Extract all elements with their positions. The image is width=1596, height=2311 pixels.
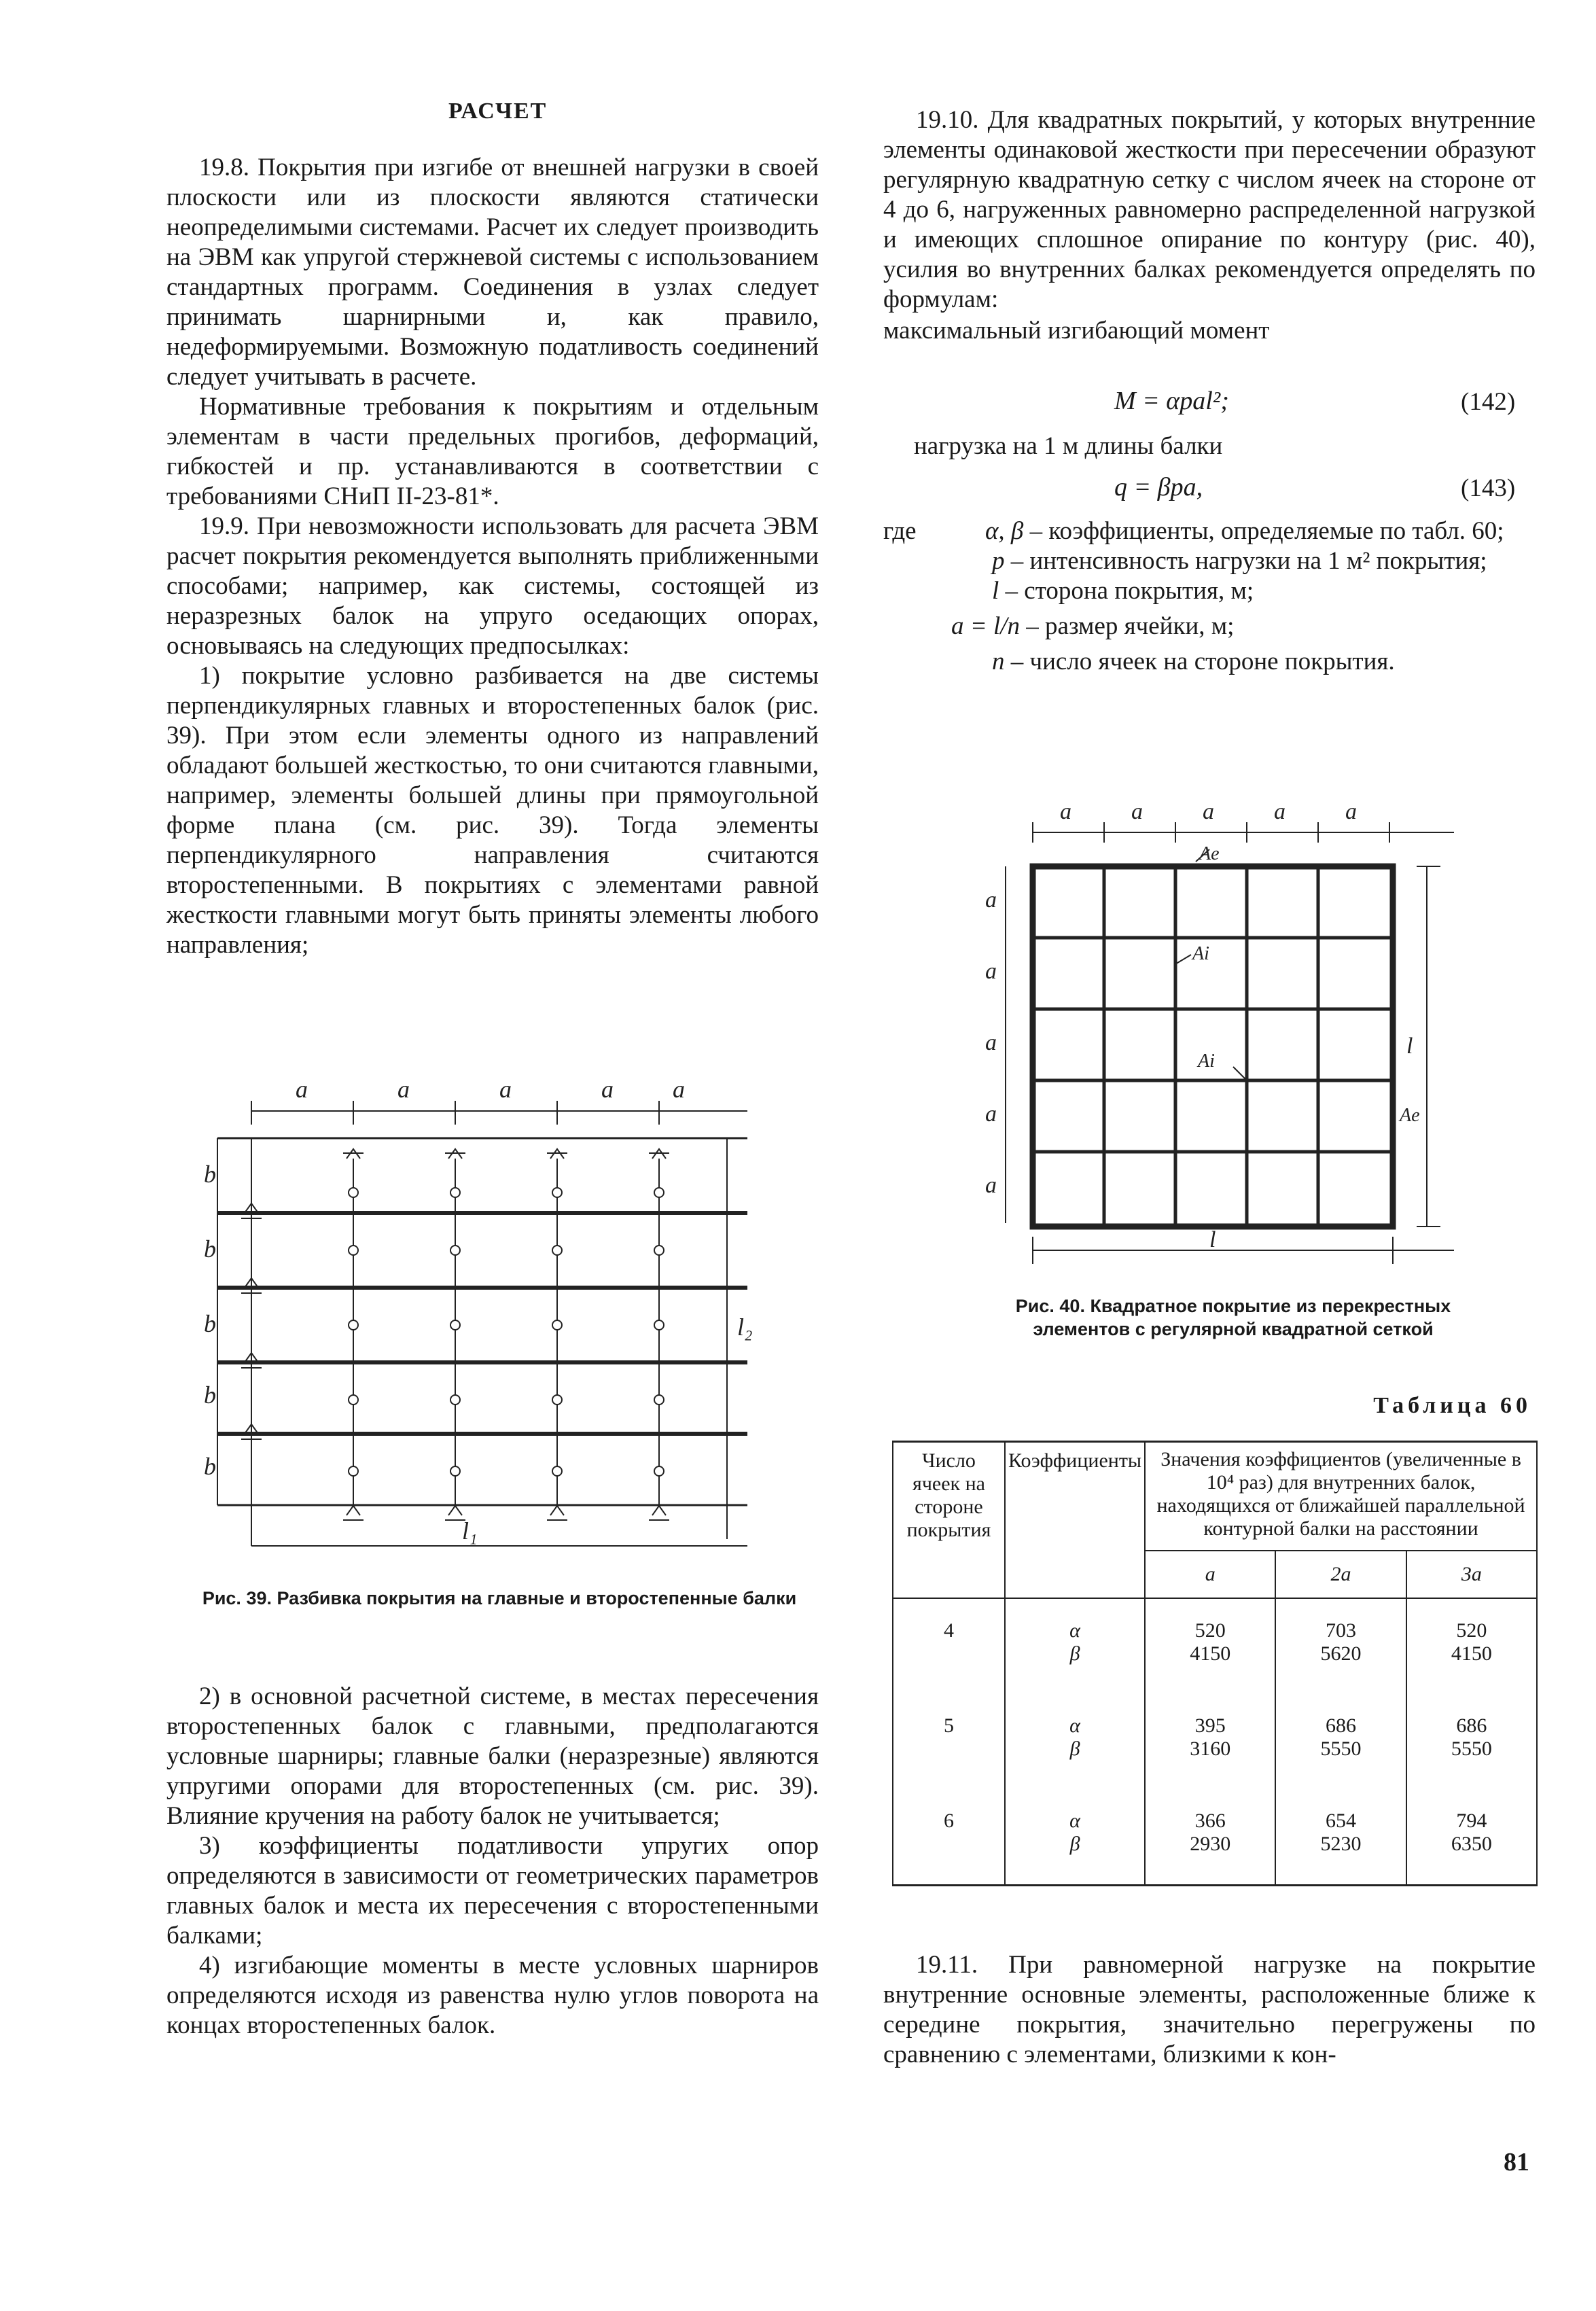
paragraph-item-1: 1) покрытие условно разбивается на две системы перпендикулярных главных и второстепенных балок (рис. 39). При этом если элементы одного из направлений обладают большей жесткостью, то они считаются главными, например, элементы большей длины при прямоугольной форме плана (см. рис. 39). Тогда элементы перпендикулярного направления считаются второстепенными. В покрытиях с элементами равной жесткости главными могут быть приняты элементы любого направления; — [166, 662, 819, 959]
fig40-top-label: a — [1060, 802, 1071, 824]
table-sub-3a: 3a — [1406, 1551, 1537, 1598]
formula-143-number: (143) — [1461, 474, 1516, 502]
table-col-coefficients: Коэффициенты — [1005, 1442, 1145, 1599]
fig40-l-bottom-label: l — [1209, 1227, 1216, 1252]
paragraph-19-9: 19.9. При невозможности использовать для расчета ЭВМ расчет покрытия рекомендуется выполнять приближенными способами; например, как системы, состоящей из неразрезных балок на упруго оседающих опорах, основываясь на следующих предпосылках: — [166, 512, 819, 660]
def-l: l – сторона покрытия, м; — [992, 577, 1254, 605]
fig40-top-label: a — [1274, 802, 1285, 824]
def-a: a = l/n – размер ячейки, м; — [951, 612, 1235, 640]
fig39-top-label: a — [296, 1076, 308, 1103]
paragraph-item-3: 3) коэффициенты податливости упругих опор определяются в зависимости от геометрических параметров главных балок и места их пересечения с второстепенными балками; — [166, 1832, 819, 1950]
figure-40 — [965, 802, 1522, 1277]
definitions — [951, 516, 1536, 677]
table-60 — [892, 1441, 1538, 1886]
paragraph-19-10: 19.10. Для квадратных покрытий, у которых внутренние элементы одинаковой жесткости при пересечении образуют регулярную квадратную сетку с числом ячеек на стороне от 4 до 6, нагруженных равномерно распределенной нагрузкой и имеющих сплошное опирание по контуру (рис. 40), усилия во внутренних балках рекомендуется определять по формулам: максимальный изгибающий момент — [883, 106, 1536, 345]
fig40-top-label: a — [1131, 802, 1143, 824]
figure-40-caption: Рис. 40. Квадратное покрытие из перекрестных элементов с регулярной квадратной сеткой — [1015, 1296, 1451, 1339]
fig40-ai-label-1: Ai — [1192, 943, 1209, 964]
def-p: p – интенсивность нагрузки на 1 м² покрытия; — [992, 547, 1487, 575]
fig40-side-label: a — [985, 1101, 997, 1127]
fig40-top-label: a — [1203, 802, 1214, 824]
paragraph-19-8: 19.8. Покрытия при изгибе от внешней нагрузки в своей плоскости или из плоскости являются статически неопределимыми системами. Расчет их следует производить на ЭВМ как упругой стержневой системы с использованием стандартных программ. Соединения в узлах следует принимать шарнирными и, как правило, недеформируемыми. Возможную податливость соединений следует учитывать в расчете. — [166, 154, 819, 391]
table-row: 5 α β 395 3160 686 5550 686 5550 — [893, 1694, 1537, 1789]
page-number: 81 — [1504, 2148, 1529, 2176]
where-word: где — [883, 517, 917, 545]
fig39-side-label: b — [204, 1381, 216, 1409]
left-column-bottom — [166, 1682, 819, 2041]
fig40-ae-top-label: Ae — [1199, 843, 1220, 864]
fig40-top-label: a — [1345, 802, 1357, 824]
left-column-top — [166, 153, 819, 960]
table-60-title: Таблица 60 — [1373, 1393, 1531, 1418]
fig40-l-right-label: l — [1406, 1034, 1413, 1059]
paragraph-norms: Нормативные требования к покрытиям и отдельным элементам в части предельных прогибов, деформаций, гибкостей и пр. устанавливаются в соответствии с требованиями СНиП II-23-81*. — [166, 393, 819, 510]
formula-143: q = βpa, — [1114, 473, 1203, 501]
load-label: нагрузка на 1 м длины балки — [914, 432, 1223, 460]
formula-142: M = αpal²; — [1114, 387, 1229, 415]
table-sub-a: a — [1145, 1551, 1275, 1598]
fig39-side-label: b — [204, 1453, 216, 1480]
fig39-side-label: b — [204, 1310, 216, 1337]
table-sub-2a: 2a — [1275, 1551, 1406, 1598]
fig39-top-label: a — [499, 1076, 512, 1103]
paragraph-item-4: 4) изгибающие моменты в месте условных шарниров определяются исходя из равенства нулю углов поворота на концах второстепенных балок. — [166, 1952, 819, 2039]
fig40-side-label: a — [985, 959, 997, 984]
fig39-dim-bottom: l₁ — [462, 1517, 478, 1545]
fig39-top-label: a — [601, 1076, 614, 1103]
table-col-values: Значения коэффициентов (увеличенные в 10⁴ раз) для внутренних балок, находящихся от ближайшей параллельной контурной балки на расстоянии — [1145, 1442, 1537, 1551]
fig40-ai-label-2: Ai — [1198, 1051, 1215, 1072]
def-alpha-beta: α, β – коэффициенты, определяемые по табл. 60; — [985, 517, 1504, 545]
fig40-side-label: a — [985, 1030, 997, 1055]
figure-39 — [204, 1070, 802, 1566]
paragraph-19-11: 19.11. При равномерной нагрузке на покрытие внутренние основные элементы, расположенные ближе к середине покрытия, значительно перегружены по сравнению с элементами, близкими к кон- — [883, 1951, 1536, 2068]
fig40-ae-right-label: Ae — [1400, 1105, 1420, 1126]
fig39-side-label: b — [204, 1161, 216, 1188]
def-n: n – число ячеек на стороне покрытия. — [992, 648, 1395, 675]
paragraph-item-2: 2) в основной расчетной системе, в местах пересечения второстепенных балок с главными, предполагаются условные шарниры; главные балки (неразрезные) являются упругими опорами для второстепенных (см. рис. 39). Влияние кручения на работу балок не учитывается; — [166, 1682, 819, 1830]
fig39-top-label: a — [397, 1076, 410, 1103]
fig40-side-label: a — [985, 887, 997, 913]
table-row: 4 α β 520 4150 703 5620 520 4150 — [893, 1598, 1537, 1694]
figure-39-caption: Рис. 39. Разбивка покрытия на главные и второстепенные балки — [202, 1588, 797, 1608]
moment-label: максимальный изгибающий момент — [883, 317, 1270, 345]
fig39-side-label: b — [204, 1235, 216, 1263]
section-heading: РАСЧЕТ — [448, 99, 548, 124]
table-row: 6 α β 366 2930 654 5230 794 6350 — [893, 1789, 1537, 1886]
table-col-cells: Число ячеек на стороне покрытия — [893, 1442, 1005, 1599]
fig40-side-label: a — [985, 1173, 997, 1198]
fig39-dim-right: l₂ — [737, 1313, 753, 1341]
fig39-top-label: a — [673, 1076, 685, 1103]
formula-142-number: (142) — [1461, 388, 1516, 416]
